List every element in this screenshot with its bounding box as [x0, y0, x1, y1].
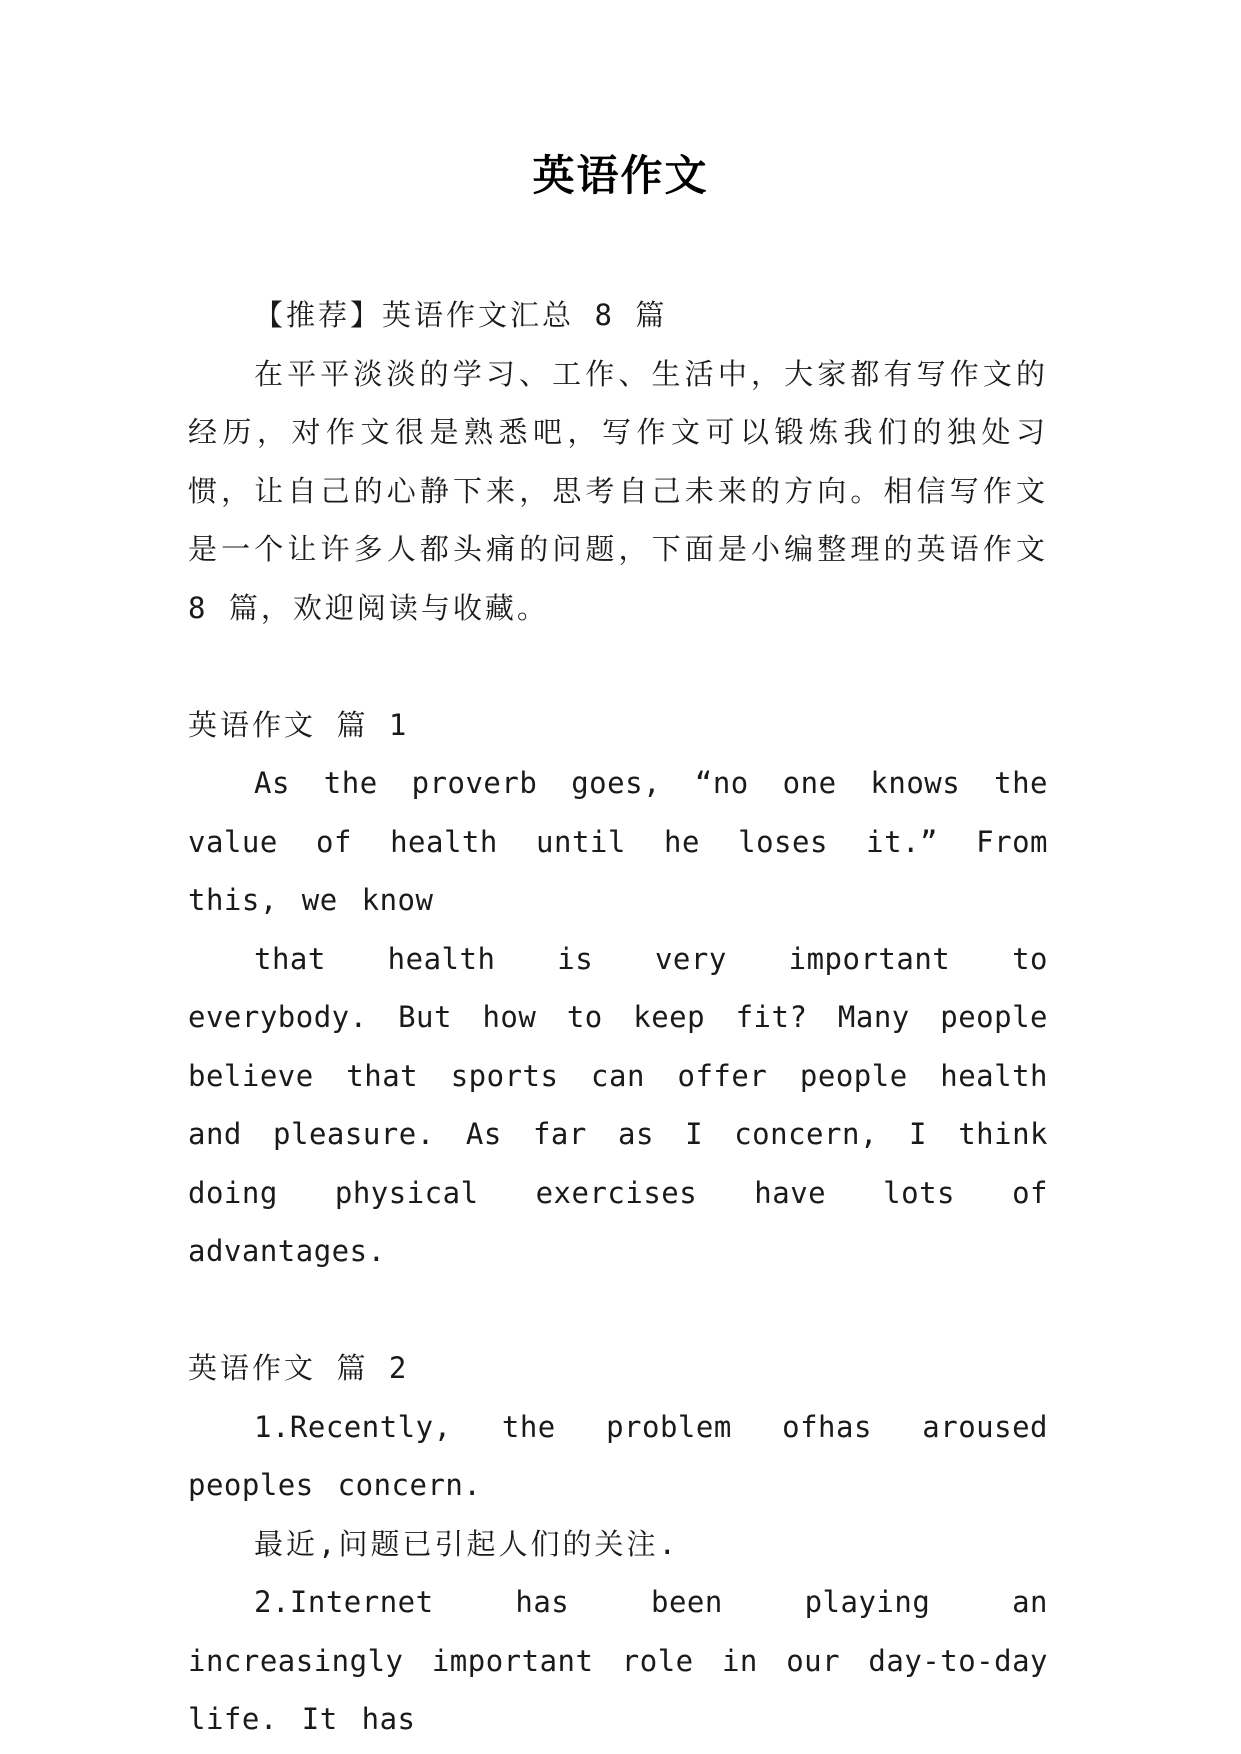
section-1-paragraph-2: that health is very important to everybody. But how to keep fit? Many people believe that sports can offer people health and pleasure. As far as I concern, I think doing physical exercises have lots of advantages. — [188, 941, 1048, 1268]
section-heading-1: 英语作文 篇 1 — [188, 707, 410, 742]
intro-paragraph: 在平平淡淡的学习、工作、生活中，大家都有写作文的经历，对作文很是熟悉吧，写作文可以锻炼我们的独处习惯，让自己的心静下来，思考自己未来的方向。相信写作文是一个让许多人都头痛的问题，下面是小编整理的英语作文 8 篇，欢迎阅读与收藏。 — [188, 356, 1048, 625]
section-2-paragraph-1: 1.Recently, the problem ofhas aroused peoples concern. — [188, 1409, 1048, 1502]
section-2-paragraph-3: 2.Internet has been playing an increasingly important role in our day-to-day life. It has — [188, 1585, 1048, 1736]
section-heading-2: 英语作文 篇 2 — [188, 1351, 410, 1385]
document-title: 英语作文 — [532, 151, 709, 200]
recommend-line: 【推荐】英语作文汇总 8 篇 — [254, 298, 668, 332]
section-spacer — [188, 1281, 1048, 1340]
section-1-paragraph-1: As the proverb goes, “no one knows the value of health until he loses it.” From this, we know — [188, 766, 1048, 917]
document-body — [188, 286, 1048, 1749]
section-spacer — [188, 637, 1048, 696]
section-2-paragraph-2: 最近,问题已引起人们的关注. — [254, 1526, 679, 1561]
